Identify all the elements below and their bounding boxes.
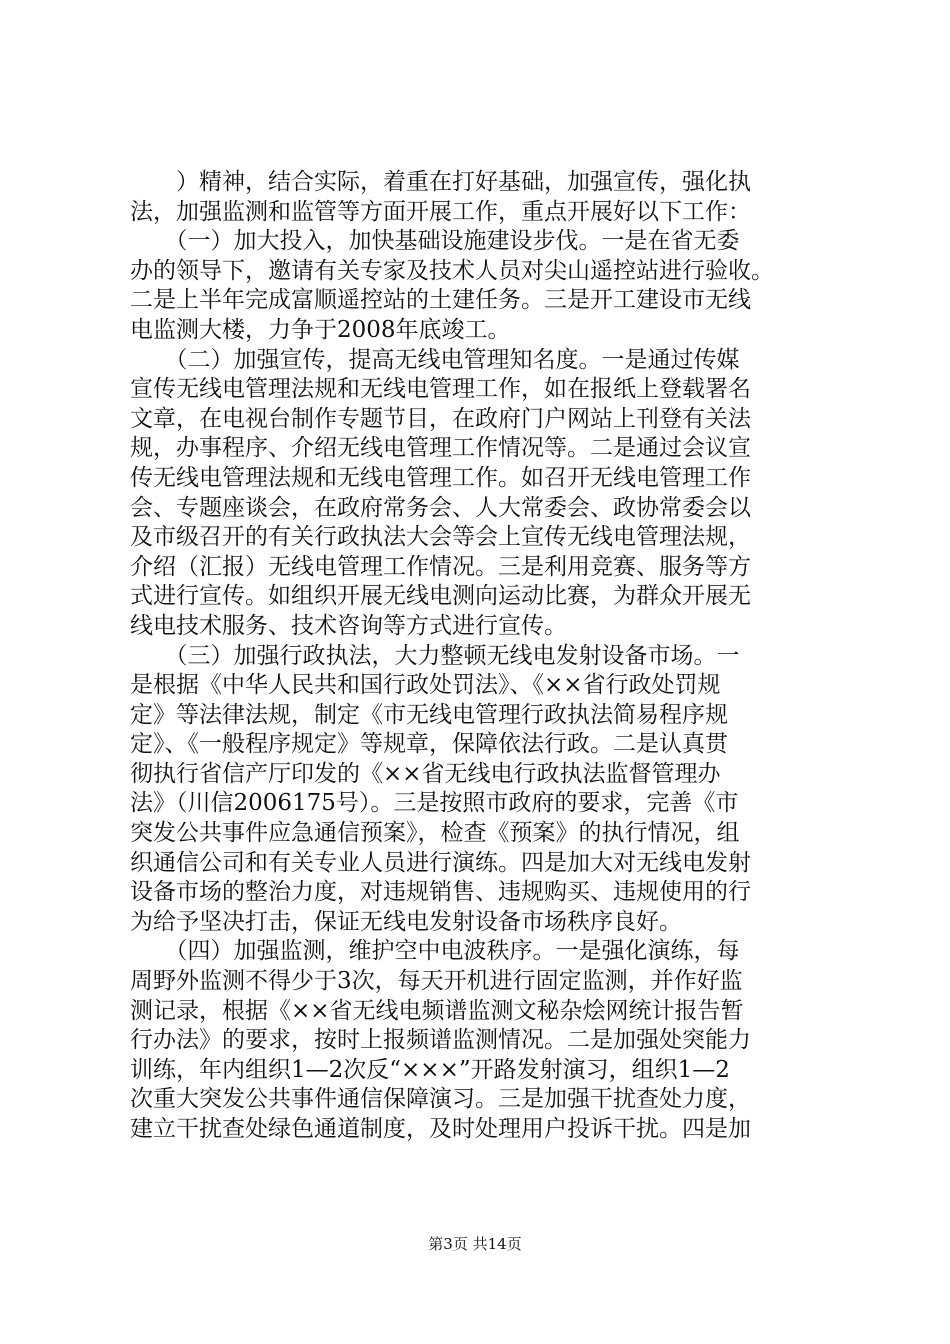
text-line: 文章，在电视台制作专题节目，在政府门户网站上刊登有关法: [130, 405, 751, 432]
text-line: 会、专题座谈会，在政府常务会、人大常委会、政协常委会以: [130, 494, 751, 521]
text-line: 次重大突发公共事件通信保障演习。三是加强干扰查处力度，: [130, 1086, 751, 1113]
text-line: 法》（川信2006175号）。三是按照市政府的要求，完善《市: [130, 790, 739, 817]
text-line: （一）加大投入，加快基础设施建设步伐。一是在省无委: [130, 228, 740, 255]
text-line: 法，加强监测和监管等方面开展工作，重点开展好以下工作：: [130, 198, 751, 225]
text-line: （二）加强宣传，提高无线电管理知名度。一是通过传媒: [130, 346, 740, 373]
text-line: 测记录，根据《××省无线电频谱监测文秘杂烩网统计报告暂: [130, 997, 744, 1024]
text-line: 宣传无线电管理法规和无线电管理工作，如在报纸上登载署名: [130, 376, 751, 403]
text-line: 是根据《中华人民共和国行政处罚法》、《××省行政处罚规: [130, 672, 721, 699]
text-line: 定》等法律法规，制定《市无线电管理行政执法简易程序规: [130, 701, 728, 728]
text-line: 定》、《一般程序规定》等规章，保障依法行政。二是认真贯: [130, 731, 728, 758]
text-line: 式进行宣传。如组织开展无线电测向运动比赛，为群众开展无: [130, 583, 751, 610]
text-line: 线电技术服务、技术咨询等方式进行宣传。: [130, 612, 567, 639]
document-body: [130, 168, 830, 1145]
text-line: 二是上半年完成富顺遥控站的土建任务。三是开工建设市无线: [130, 287, 751, 314]
text-line: 及市级召开的有关行政执法大会等会上宣传无线电管理法规，: [130, 524, 751, 551]
text-line: 周野外监测不得少于3次，每天开机进行固定监测，并作好监: [130, 968, 743, 995]
text-line: 训练，年内组织1—2次反“×××”开路发射演习，组织1—2: [130, 1056, 730, 1083]
text-line: 行办法》的要求，按时上报频谱监测情况。二是加强处突能力: [130, 1027, 751, 1054]
text-line: ）精神，结合实际，着重在打好基础，加强宣传，强化执: [130, 169, 751, 195]
text-line: 规，办事程序、介绍无线电管理工作情况等。二是通过会议宣: [130, 435, 751, 462]
text-line: 电监测大楼，力争于2008年底竣工。: [130, 316, 511, 343]
text-line: 传无线电管理法规和无线电管理工作。如召开无线电管理工作: [130, 464, 751, 491]
text-line: 彻执行省信产厅印发的《××省无线电行政执法监督管理办: [130, 760, 721, 787]
text-line: （四）加强监测，维护空中电波秩序。一是强化演练，每: [130, 938, 740, 965]
text-line: 介绍（汇报）无线电管理工作情况。三是利用竞赛、服务等方: [130, 553, 751, 580]
text-line: 织通信公司和有关专业人员进行演练。四是加大对无线电发射: [130, 849, 751, 876]
text-line: （三）加强行政执法，大力整顿无线电发射设备市场。一: [130, 642, 740, 669]
text-line: 建立干扰查处绿色通道制度，及时处理用户投诉干扰。四是加: [130, 1116, 751, 1142]
text-line: 为给予坚决打击，保证无线电发射设备市场秩序良好。: [130, 908, 682, 935]
page-number-footer: 第3页 共14页: [428, 1235, 522, 1253]
text-line: 设备市场的整治力度，对违规销售、违规购买、违规使用的行: [130, 879, 751, 906]
text-line: 办的领导下，邀请有关专家及技术人员对尖山遥控站进行验收。: [130, 257, 774, 284]
text-line: 突发公共事件应急通信预案》，检查《预案》的执行情况，组: [130, 820, 740, 847]
